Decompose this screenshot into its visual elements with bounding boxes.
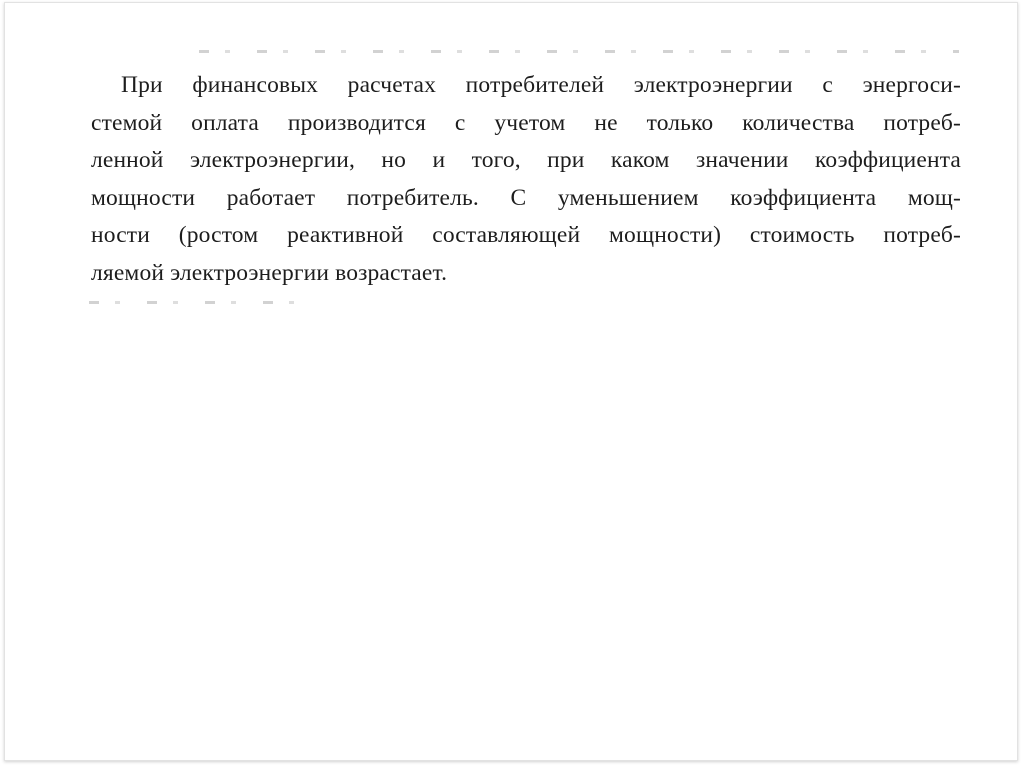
body-paragraph [91, 67, 961, 292]
faint-preceding-text-fragment [199, 50, 959, 53]
paragraph-line-3: ленной электроэнергии, но и того, при каком значении коэффициента [91, 147, 961, 173]
slide-page [4, 2, 1018, 761]
paragraph-line-1: При финансовых расчетах потребителей электроэнергии с энергоси- [121, 72, 961, 98]
paragraph-line-5: ности (ростом реактивной составляющей мощности) стоимость потреб- [91, 222, 961, 248]
paragraph-line-4: мощности работает потребитель. С уменьшением коэффициента мощ- [91, 184, 961, 211]
paragraph-line-2: стемой оплата производится с учетом не только количества потреб- [91, 109, 961, 136]
faint-following-text-fragment [89, 301, 319, 304]
scanned-text-block [59, 47, 989, 307]
paragraph-line-6: ляемой электроэнергии возрастает. [91, 259, 448, 286]
